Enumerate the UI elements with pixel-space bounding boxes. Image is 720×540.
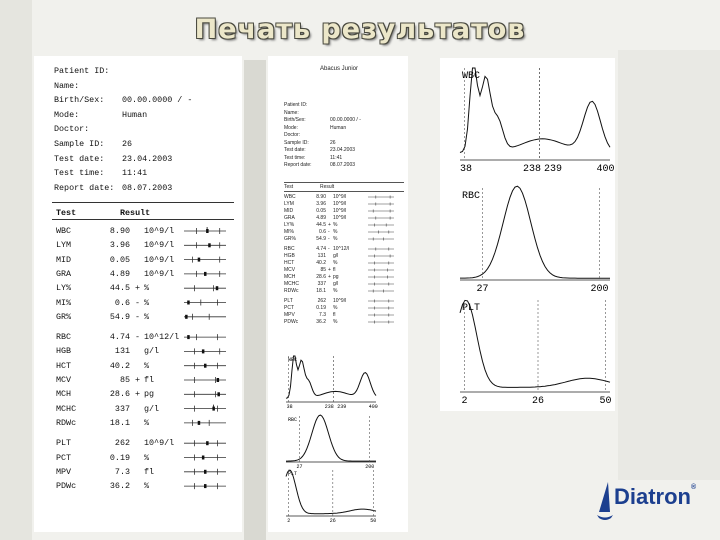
wbc-tick-label: 239 xyxy=(543,164,563,175)
scan-field-label: Birth/Sex: xyxy=(284,117,306,123)
result-test: PDWc xyxy=(56,481,77,492)
rbc-label: RBC xyxy=(288,417,298,423)
scan-result-unit: % xyxy=(333,305,338,311)
result-test: GRA xyxy=(56,268,72,279)
result-unit: 10^9/l xyxy=(144,268,175,279)
slide-title: Печать результатов xyxy=(194,14,526,45)
scan-result-value: 28.6 xyxy=(316,274,326,280)
scan-header-test: Test xyxy=(284,184,294,190)
result-test: HGB xyxy=(56,346,72,357)
header-field-value: 08.07.2003 xyxy=(122,182,173,193)
scan-range-bar xyxy=(368,203,394,206)
result-unit: % xyxy=(144,417,150,428)
scan-range-bar xyxy=(368,283,394,286)
result-unit: 10^12/l xyxy=(144,332,180,343)
wbc-curve xyxy=(286,356,376,398)
result-test: PLT xyxy=(56,438,72,449)
scan-field-value: 00.00.0000 / - xyxy=(330,117,361,123)
header-field-value: 26 xyxy=(122,139,133,149)
scan-result-value: 0.05 xyxy=(316,208,326,214)
scan-result-unit: 10^9/l xyxy=(333,194,347,200)
header-field-label: Sample ID: xyxy=(54,139,105,149)
rbc-histogram xyxy=(460,186,610,295)
result-test: RBC xyxy=(56,332,72,343)
result-value: 3.96 xyxy=(109,240,130,251)
result-test: MPV xyxy=(56,466,72,477)
result-value: 7.3 xyxy=(114,466,130,477)
scan-field-label: Test date: xyxy=(284,147,306,153)
wbc-label: WBC xyxy=(288,357,298,363)
wbc-histogram xyxy=(460,68,615,175)
scan-result-unit: fl xyxy=(333,267,336,273)
result-test: MCHC xyxy=(56,403,77,414)
wbc-tick-label: 400 xyxy=(368,404,378,410)
range-bar xyxy=(184,285,226,291)
wbc-tick-label: 238 xyxy=(522,164,542,175)
result-unit: g/l xyxy=(144,403,160,414)
scan-range-bar xyxy=(368,255,394,258)
scan-range-bar xyxy=(368,276,394,279)
scan-result-unit: % xyxy=(333,288,338,294)
wbc-tick-label: 238 xyxy=(324,404,334,410)
scan-field-label: Sample ID: xyxy=(284,139,309,146)
diatron-logo xyxy=(596,482,716,526)
scan-result-test: MCH xyxy=(284,274,296,280)
scan-result-flag: - xyxy=(328,246,330,252)
result-test: MI% xyxy=(56,297,72,308)
scan-range-bar xyxy=(368,321,394,324)
scan-result-unit: % xyxy=(333,222,338,228)
rbc-tick-label: 200 xyxy=(590,284,609,295)
plt-tick-label: 2 xyxy=(287,518,291,524)
result-unit: % xyxy=(144,297,150,308)
wbc-tick-label: 38 xyxy=(459,164,473,175)
plt-histogram xyxy=(460,300,612,407)
scan-result-unit: % xyxy=(333,236,338,242)
result-value: 262 xyxy=(114,438,130,449)
range-bar xyxy=(184,363,226,369)
result-test: RDWc xyxy=(56,417,77,428)
range-bar xyxy=(184,257,226,263)
header-field-label: Report date: xyxy=(54,182,115,193)
range-bar xyxy=(184,334,226,340)
scan-result-value: 337 xyxy=(317,281,326,287)
rbc-label: RBC xyxy=(462,191,481,202)
result-test: HCT xyxy=(56,360,72,371)
result-unit: pg xyxy=(144,389,155,400)
scan-result-test: MID xyxy=(284,208,294,214)
scan-field-label: Doctor: xyxy=(284,132,301,138)
result-test: WBC xyxy=(56,226,72,236)
range-bar xyxy=(184,455,226,461)
scan-range-bar xyxy=(368,262,394,265)
range-bar xyxy=(184,469,226,475)
scan-result-unit: 10^9/l xyxy=(333,215,347,221)
result-value: 36.2 xyxy=(109,481,130,492)
scan-result-flag: + xyxy=(328,222,331,228)
scan-range-bar xyxy=(368,217,394,220)
scan-result-test: HGB xyxy=(284,253,295,259)
result-unit: 10^9/l xyxy=(144,254,175,265)
scan-result-test: RDWc xyxy=(284,288,299,294)
result-test: PCT xyxy=(56,452,72,463)
scan-range-bar xyxy=(368,307,394,310)
scan-result-test: LY% xyxy=(284,222,295,228)
header-field-value: 11:41 xyxy=(122,168,148,179)
scan-field-value: 11:41 xyxy=(330,154,343,161)
result-value: 8.90 xyxy=(109,226,130,236)
scan-range-bar xyxy=(368,231,394,234)
scan-result-test: MCHC xyxy=(284,281,299,287)
result-flag: - xyxy=(135,311,141,322)
scan-field-value: Human xyxy=(330,124,347,131)
background-panel-right xyxy=(618,50,720,480)
plt-tick-label: 50 xyxy=(370,518,377,524)
range-bar xyxy=(184,483,226,489)
scan-result-value: 18.1 xyxy=(316,288,326,294)
result-unit: % xyxy=(144,452,150,463)
result-flag: + xyxy=(135,283,141,294)
result-value: 85 xyxy=(119,375,130,385)
result-value: 18.1 xyxy=(109,417,130,428)
scan-range-bar xyxy=(368,269,394,272)
result-unit: fl xyxy=(144,375,155,385)
scan-result-unit: 10^9/l xyxy=(333,208,347,214)
scan-header-result: Result xyxy=(320,184,335,190)
background-panel-middle xyxy=(244,60,266,540)
range-bar xyxy=(184,271,226,277)
range-bar xyxy=(184,348,226,354)
result-value: 337 xyxy=(114,403,130,414)
scan-result-flag: + xyxy=(328,267,331,273)
scan-result-unit: % xyxy=(333,260,338,266)
scan-result-value: 4.89 xyxy=(316,215,326,221)
result-unit: 10^9/l xyxy=(144,438,175,449)
plt-label: PLT xyxy=(462,303,481,314)
header-field-label: Birth/Sex: xyxy=(54,95,105,106)
result-unit: % xyxy=(144,283,150,294)
header-field-value: Human xyxy=(122,109,148,120)
scan-result-unit: % xyxy=(333,229,338,235)
scan-result-unit: 10^9/l xyxy=(333,298,347,304)
registered-mark: ® xyxy=(691,484,697,491)
range-bar xyxy=(184,300,226,306)
plt-label: PLT xyxy=(288,471,298,477)
scan-field-label: Test time: xyxy=(284,154,306,161)
header-field-value: 23.04.2003 xyxy=(122,153,173,164)
wbc-histogram xyxy=(286,356,378,410)
scan-range-bar xyxy=(368,238,394,241)
result-unit: % xyxy=(144,360,150,371)
rbc-histogram xyxy=(286,415,376,470)
logo-wordmark xyxy=(614,484,696,510)
header-field-value: 00.00.0000 / - xyxy=(122,95,193,106)
result-value: 0.05 xyxy=(109,254,130,265)
result-value: 4.74 xyxy=(109,332,130,343)
scan-result-value: 40.2 xyxy=(316,260,326,266)
scan-result-value: 36.2 xyxy=(316,319,326,325)
result-unit: 10^9/l xyxy=(144,226,175,236)
header-field-label: Patient ID: xyxy=(54,66,110,76)
plt-curve xyxy=(286,470,376,514)
range-bar xyxy=(184,377,226,383)
result-test: LYM xyxy=(56,240,72,251)
scan-result-test: PLT xyxy=(284,298,293,304)
wbc-tick-label: 38 xyxy=(286,404,293,410)
rbc-tick-label: 27 xyxy=(476,284,489,295)
scan-result-value: 7.3 xyxy=(319,312,326,318)
scan-result-test: GRA xyxy=(284,215,295,221)
sail-logo-icon xyxy=(596,482,614,522)
scan-result-flag: + xyxy=(328,274,331,280)
header-field-label: Test date: xyxy=(54,153,105,164)
scan-result-test: GR% xyxy=(284,236,296,242)
scanned-report xyxy=(268,56,408,532)
range-bars xyxy=(34,56,242,532)
scan-range-bar xyxy=(368,300,394,303)
result-unit: g/l xyxy=(144,346,160,357)
scan-range-bar xyxy=(368,290,394,293)
range-bar xyxy=(184,405,226,412)
scan-range-bar xyxy=(368,314,394,317)
result-value: 131 xyxy=(114,346,130,357)
result-flag: + xyxy=(135,375,141,385)
range-bar xyxy=(184,440,226,446)
scan-field-label: Patient ID: xyxy=(284,102,308,108)
scan-field-label: Name: xyxy=(284,109,299,116)
result-value: 4.89 xyxy=(109,268,130,279)
scan-result-value: 4.74 xyxy=(316,246,326,252)
plt-curve xyxy=(460,300,610,387)
range-bar xyxy=(184,227,226,234)
scan-result-test: HCT xyxy=(284,260,295,266)
scan-range-bar xyxy=(368,248,394,251)
scan-field-label: Mode: xyxy=(284,124,298,131)
result-unit: fl xyxy=(144,466,155,477)
scan-field-label: Report date: xyxy=(284,162,312,168)
result-value: 40.2 xyxy=(109,360,130,371)
result-unit: % xyxy=(144,481,150,492)
scan-result-test: LYM xyxy=(284,201,294,207)
scan-result-unit: pg xyxy=(333,274,339,280)
scan-field-value: 23.04.2003 xyxy=(330,147,356,153)
result-value: 0.6 xyxy=(114,297,130,308)
rbc-tick-label: 200 xyxy=(365,464,375,470)
result-unit: 10^9/l xyxy=(144,240,175,251)
scan-result-value: 0.6 xyxy=(319,229,326,235)
scan-result-test: MCV xyxy=(284,267,296,273)
wbc-tick-label: 239 xyxy=(337,404,347,410)
scan-result-unit: % xyxy=(333,319,338,325)
result-flag: + xyxy=(135,389,141,400)
scan-result-unit: g/l xyxy=(333,253,339,259)
result-value: 44.5 xyxy=(109,283,130,294)
scan-brand: Abacus Junior xyxy=(320,66,359,72)
result-flag: - xyxy=(135,332,141,343)
plt-tick-label: 2 xyxy=(461,396,468,407)
wbc-curve xyxy=(460,68,610,153)
header-field-label: Doctor: xyxy=(54,124,90,135)
result-unit: % xyxy=(144,311,150,322)
scan-result-flag: - xyxy=(328,229,330,235)
header-field-label: Test time: xyxy=(54,168,105,179)
histogram-charts xyxy=(440,58,615,411)
scan-field-value: 08.07.2003 xyxy=(330,162,356,168)
wbc-label: WBC xyxy=(462,71,481,82)
scan-result-unit: 10^9/l xyxy=(333,201,347,207)
range-bar xyxy=(184,420,226,426)
range-bar xyxy=(184,242,226,248)
scan-result-test: RBC xyxy=(284,246,295,252)
rbc-tick-label: 27 xyxy=(296,464,303,470)
scan-result-test: PDWc xyxy=(284,319,299,325)
plt-tick-label: 26 xyxy=(329,518,336,524)
scan-result-test: PCT xyxy=(284,305,294,311)
scan-range-bar xyxy=(368,196,394,199)
plt-tick-label: 26 xyxy=(531,396,545,407)
range-bar xyxy=(184,314,226,320)
results-header-result: Result xyxy=(120,208,151,218)
logo-text: Diatron xyxy=(614,484,691,509)
scan-result-value: 3.96 xyxy=(316,201,326,207)
result-value: 28.6 xyxy=(109,389,130,400)
result-test: MCH xyxy=(56,389,72,400)
scan-result-value: 54.9 xyxy=(316,236,326,242)
scan-result-test: MPV xyxy=(284,312,295,318)
scan-result-unit: g/l xyxy=(333,281,339,287)
range-bar xyxy=(184,391,226,397)
header-field-label: Name: xyxy=(54,80,80,91)
plt-histogram xyxy=(286,470,376,524)
result-test: LY% xyxy=(56,283,72,294)
scan-result-value: 262 xyxy=(317,298,326,304)
scan-range-bar xyxy=(368,224,394,227)
scan-result-flag: - xyxy=(328,236,330,242)
scan-result-value: 85 xyxy=(320,267,326,273)
scan-result-test: MI% xyxy=(284,229,294,235)
result-test: MCV xyxy=(56,375,72,385)
scan-result-value: 8.90 xyxy=(316,194,326,200)
result-test: GR% xyxy=(56,311,72,322)
scan-result-unit: fl xyxy=(333,312,336,318)
plt-tick-label: 50 xyxy=(599,396,612,407)
scan-result-value: 0.19 xyxy=(316,305,326,311)
scan-histograms xyxy=(268,56,408,532)
result-flag: - xyxy=(135,297,141,308)
scan-result-test: WBC xyxy=(284,194,296,200)
scan-result-unit: 10^12/l xyxy=(333,246,349,252)
result-value: 54.9 xyxy=(109,311,130,322)
header-field-label: Mode: xyxy=(54,109,80,120)
scan-result-value: 131 xyxy=(317,253,326,259)
results-header-test: Test xyxy=(56,208,77,218)
result-test: MID xyxy=(56,254,72,265)
scan-range-bar xyxy=(368,210,394,213)
report-printout xyxy=(34,56,242,532)
scan-field-value: 26 xyxy=(330,139,336,146)
histogram-panel xyxy=(440,58,615,411)
background-panel-left xyxy=(0,0,32,540)
result-value: 0.19 xyxy=(109,452,130,463)
scan-result-value: 44.5 xyxy=(316,222,326,228)
wbc-tick-label: 400 xyxy=(596,164,615,175)
